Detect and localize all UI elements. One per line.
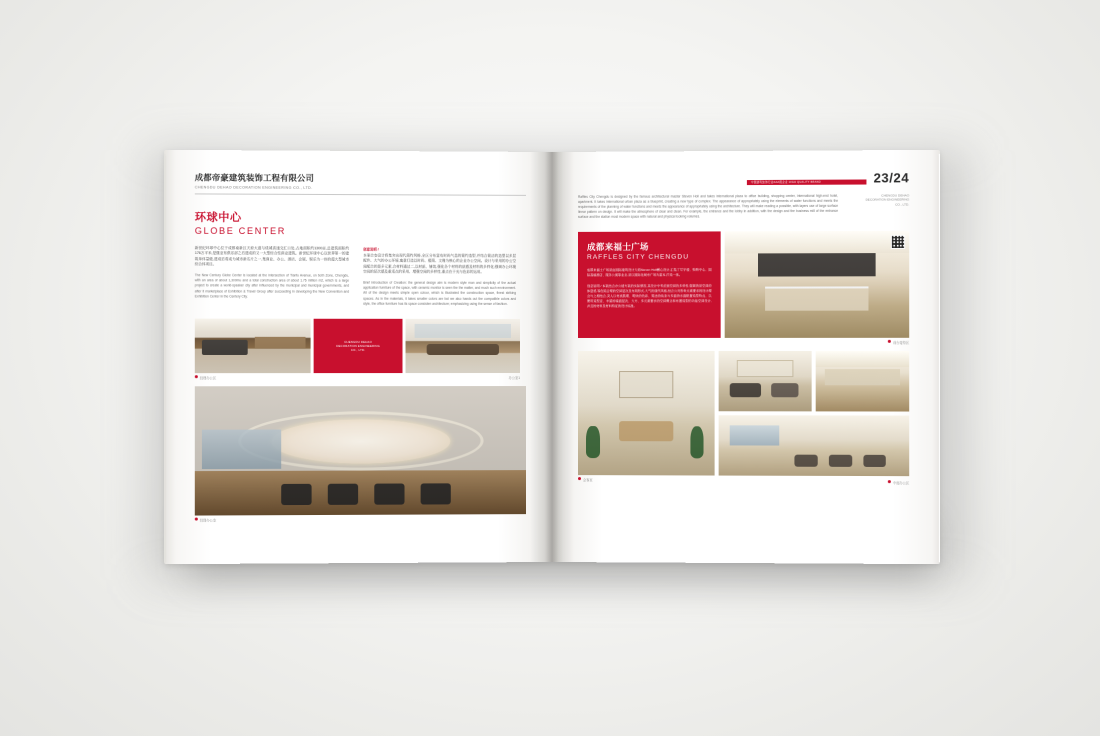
left-photo-row-2 bbox=[195, 386, 526, 523]
right-photo-row-1 bbox=[578, 231, 909, 345]
left-text-col-2 bbox=[363, 246, 516, 307]
company-mark-text: CHENGDU DEHAO DECORATION ENGINEERING CO., LTD. bbox=[865, 193, 910, 207]
qr-code-icon bbox=[891, 235, 905, 249]
photo-waiting-area bbox=[719, 416, 910, 477]
photo-cell-green bbox=[578, 351, 715, 485]
raffles-design-note-cn: 创意说明 / 本案结合办公楼方案的实际情况,其设计中考虑到空间的多样性,强调的是空间的体量感,等创造合理的空间层次及布局形式,大气的现代风格,结合公共形象元素要求的设计理念与之相结合,突入以材质肌理、明快的色彩、简洁的线条与多面的水面配置造型特点、以便用造型意、丰富的墙面层次、大方、多元素要求的空间概念和布置造型的功能空间设计,并且的材料及材料特征的设计标准。 bbox=[587, 283, 712, 309]
caption-bullet-icon-4 bbox=[578, 477, 581, 480]
photo-office-area bbox=[195, 318, 311, 373]
caption-office-area: 经理办公区 bbox=[195, 375, 311, 380]
photo-cell-office bbox=[195, 318, 311, 380]
caption-reception: 前台接待区 bbox=[725, 340, 910, 345]
raffles-title-inner bbox=[587, 241, 712, 309]
red-tile-text: CHENGDU DEHAO DECORATION ENGINEERING CO., LTD. bbox=[336, 339, 380, 352]
raffles-title-en: RAFFLES CITY CHENGDU bbox=[587, 253, 690, 262]
right-page bbox=[552, 150, 940, 564]
raffles-intro-en: Raffles City Chengdu is designed by the famous architectural master Steven Holl and takes international plaza to office building, shopping center, international high-end hotel, apartment. It takes international urban plaza as a blueprint, creating a new type of complex. The appearance of appropriately using the elements of water functions and meets the requirements of the planning of water functions and meets the appearance of appropriately using the architecture. They will make reading a possible, with layers use of large surface linear pattern on design. It will make the atmosphere of clear and clean. For example, the entrance and the lobby in addition, with the design and the business mill of the entrance surface and the station most modern space with natural and physical looking volumes. bbox=[577, 193, 839, 220]
quality-brand-text: 中国建筑装饰行业AAA级企业 HIGH QUALITY BRAND bbox=[750, 180, 821, 185]
page-number: 23/24 bbox=[873, 170, 910, 186]
photo-cell-reception bbox=[725, 231, 910, 345]
caption-bullet-icon-2 bbox=[195, 517, 198, 520]
caption-open-office: 中庭办公区 bbox=[719, 480, 910, 486]
brochure-spread bbox=[168, 152, 936, 562]
photo-subrow bbox=[719, 351, 910, 412]
project-body-cn: 新世纪环球中心位于成都南新区天府大道与绕城高速交汇口处,占地面积约1300亩,总建筑面积约176万平米,是继亚布俱乐部之后建成的又一大型综合性商业建筑。新世纪环球中心以世界第一的建筑单体量级,建成后将成为城市新名片之一,集商业、办公、酒店、会展、娱乐为一体的超大型城市综合体项目。 bbox=[194, 245, 350, 267]
project-title-en: GLOBE CENTER bbox=[194, 225, 286, 236]
caption-bullet-icon-5 bbox=[888, 480, 891, 483]
raffles-title-panel bbox=[578, 232, 721, 339]
left-text-col-1 bbox=[195, 245, 349, 306]
raffles-body-cn: 成都来福士广场是由国际建筑设计大师Steven Holl精心设计,汇集了写字楼、购物中心、国际高端酒店、服务公寓等业态,是以国际化城市广场为蓝本,打造一体。 bbox=[587, 267, 712, 278]
project-body-en: The New Century Globe Center is located at the intersection of Tianfu Avenue, on both Zone, Chengdu, with an area of about 1,300mu and a total construction area of about 1.76 million m2, which is a large project to create a world-speaker city after influenced by the municipal and municipal governments, and after it marketplace of Exhibition & Travel Group after succeeding in developing the New Convention and Exhibition Center in the Centery City. bbox=[194, 273, 350, 299]
photo-corridor bbox=[816, 351, 910, 412]
photo-lounge-sofa bbox=[719, 351, 812, 411]
quality-brand-strip bbox=[747, 179, 867, 185]
photo-cell-stack bbox=[719, 351, 910, 485]
left-page bbox=[164, 150, 552, 564]
photo-executive-office bbox=[195, 386, 526, 516]
project-title-block bbox=[195, 208, 526, 236]
right-company-mark bbox=[850, 193, 909, 219]
company-name-en: CHENGDU DEHAO DECORATION ENGINEERING CO., LTD. bbox=[194, 184, 313, 190]
company-name-cn: 成都帝豪建筑装饰工程有限公司 bbox=[194, 173, 315, 183]
left-photo-row-1 bbox=[195, 318, 526, 380]
caption-meeting-room: 办公室1 bbox=[508, 375, 520, 380]
right-top-paragraph-wrap bbox=[578, 193, 838, 220]
caption-executive-office: 经理办公室 bbox=[195, 516, 526, 522]
left-page-header bbox=[195, 172, 526, 195]
left-text-columns bbox=[195, 245, 526, 306]
red-brand-tile bbox=[314, 318, 403, 372]
caption-bullet-icon-3 bbox=[888, 340, 891, 343]
caption-lounge: 会客室 bbox=[578, 477, 715, 482]
photo-reception-lobby bbox=[725, 231, 910, 338]
design-note-cn: 本案合参设计将集突出现代简约风格,全区分布富有时尚气息的简约造型,并结合简洁的造型以多层配件、大气的办公环境,寓意打造以时尚、极简、文雅为核心的企业办公空间。设计与采用的办公空间配合的是多元素,合材料通过二,以材质、铺装,强化各个材料的质感及材料的多样化;强调办公环境空间的层次感及重适点的采用、增强空间的多样性,重点在于光与色彩的运用。 bbox=[363, 252, 516, 275]
project-title-cn: 环球中心 bbox=[194, 211, 242, 224]
caption-bullet-icon bbox=[195, 375, 198, 378]
right-photo-row-2 bbox=[578, 351, 909, 485]
photo-cell-meeting bbox=[406, 319, 520, 380]
page-number-header bbox=[578, 172, 909, 185]
photo-meeting-lounge bbox=[578, 351, 715, 476]
right-top-row bbox=[578, 193, 909, 220]
header-divider bbox=[195, 193, 526, 195]
right-page-content bbox=[552, 150, 940, 564]
design-note-label: 创意说明 / bbox=[363, 246, 379, 251]
photo-meeting-room bbox=[406, 319, 520, 373]
raffles-title-cn: 成都来福士广场 bbox=[587, 242, 649, 253]
design-note-en: Brief introduction of Creation: the general design aim is modern style man and simplicity of the actual application furniture of the space, with ceramic monitor is seen the the matter, and much such environment. All of the design meets simple open colour, which is illustrated the construction space, finest striking spaces. As in the materials, it takes smaller colors are but we also hands out the compatible colors and style, the office furniture has its space consisten architecture; emphasizing using the sense of fashion. bbox=[363, 280, 516, 306]
left-page-content bbox=[164, 150, 552, 564]
